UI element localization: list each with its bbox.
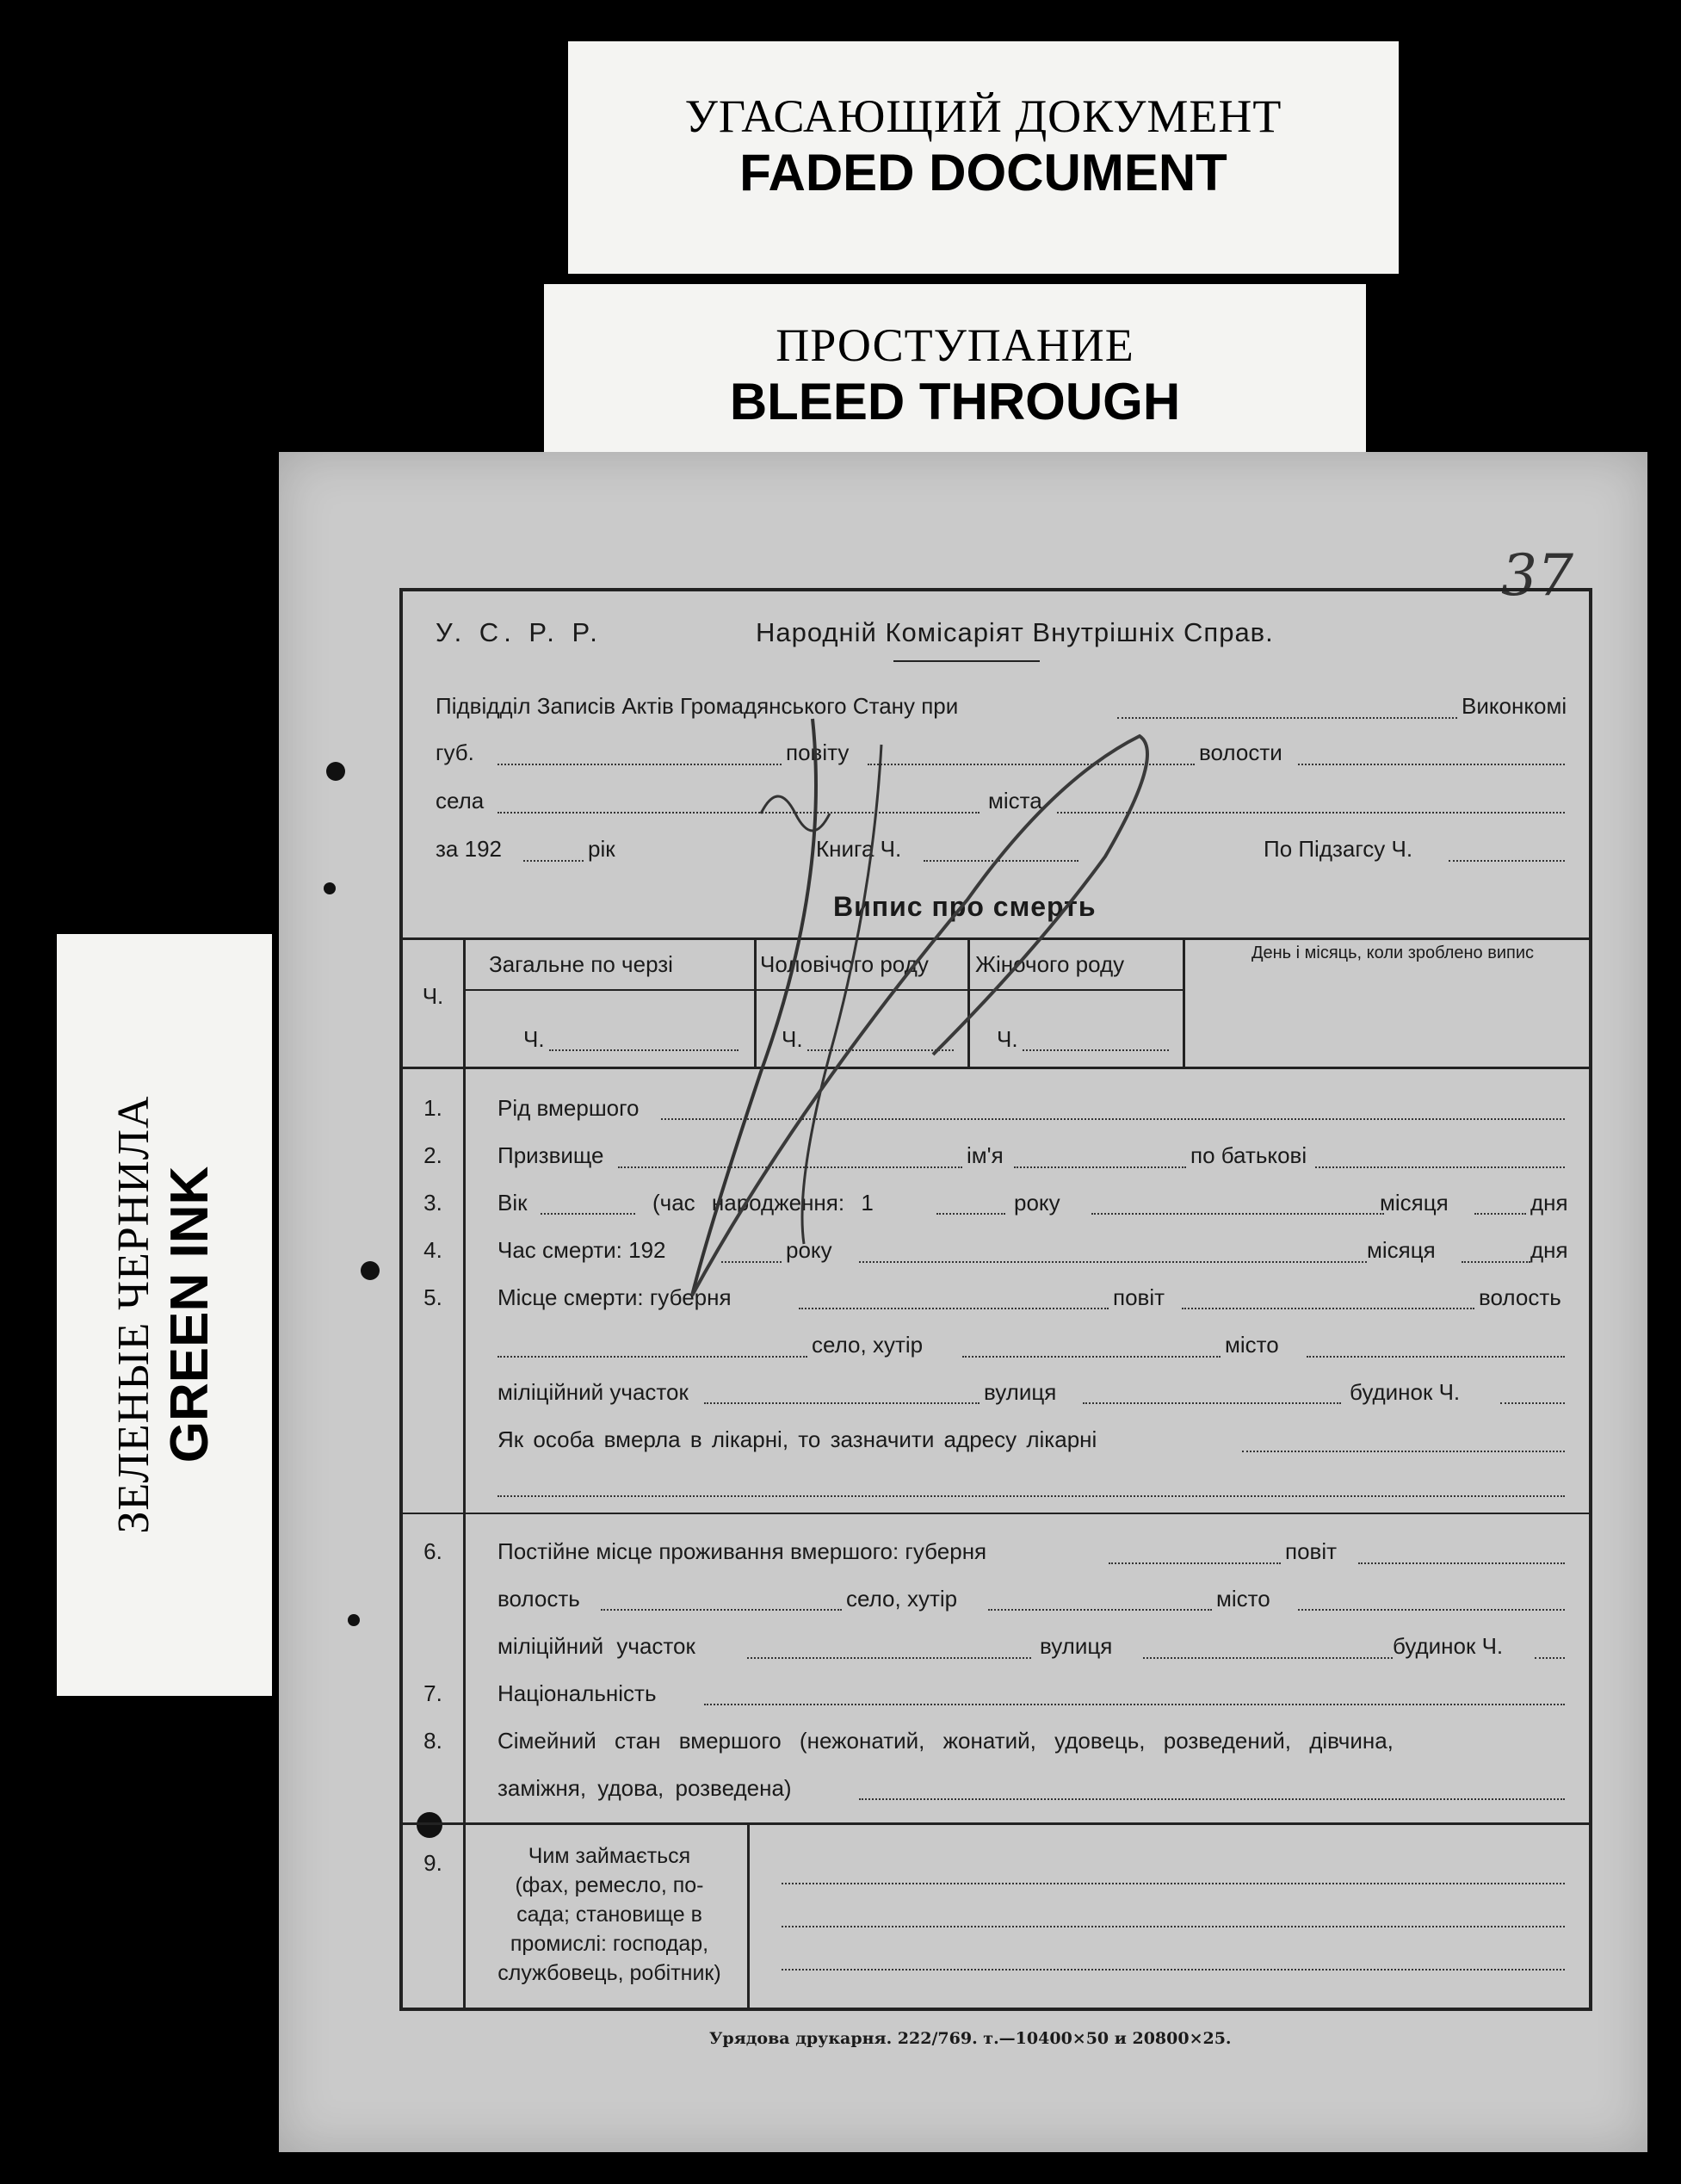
birth-year-label: року [1014,1190,1060,1216]
marital-status-label: Сімейний стан вмершого (нежонатий, жонатий, удовець, розведений, дівчина, [498,1728,1394,1754]
occupation-line-5: службовець, робітник) [498,1961,721,1985]
punch-hole [361,1261,380,1280]
death-volost-label: волость [1479,1284,1561,1310]
occupation-line-1: Чим займається [528,1844,691,1868]
punch-hole [348,1614,360,1626]
col-male-header: Чоловічого роду [760,951,929,977]
residence-village-label: село, хутір [846,1586,958,1612]
occupation-line-3: сада; становище в [516,1902,702,1927]
nationality-label: Національність [498,1680,657,1706]
marital-status-label-2: заміжня, удова, розведена) [498,1775,792,1801]
col-date-header: День і місяць, коли зроблено випис [1251,944,1535,962]
faded-label-ru: УГАСАЮЩИЙ ДОКУМЕНТ [684,90,1282,142]
executive-label: Виконкомі [1462,693,1567,719]
item-5-number: 5. [423,1284,442,1310]
occupation-line-4: промислі: господар, [510,1932,709,1956]
age-label: Вік [498,1190,528,1216]
death-town-label: місто [1225,1332,1279,1358]
birth-month-label: місяця [1380,1190,1449,1216]
residence-volost-label: волость [498,1586,580,1612]
subdept-label: Підвідділ Записів Актів Громадянського Стану при [436,693,959,719]
green-ink-label [57,934,272,1696]
col-female-header: Жіночого роду [975,951,1125,977]
faded-document-label [568,41,1399,274]
printer-imprint: Урядова друкарня. 222/769. т.—10400×50 и 20800×25. [709,2029,1232,2048]
death-village-label: село, хутір [812,1332,924,1358]
item-2-number: 2. [423,1142,442,1168]
occupation-line-2: (фах, ремесло, по- [515,1873,704,1897]
item-7-number: 7. [423,1680,442,1706]
death-year-label: року [786,1237,832,1263]
punch-hole [326,762,345,781]
residence-label: Постійне місце проживання вмершого: губерня [498,1538,987,1564]
death-record-sheet [279,452,1647,2152]
death-time-label: Час смерти: 192 [498,1237,666,1263]
male-number: Ч. [782,1026,803,1052]
faded-label-en: FADED DOCUMENT [739,144,1227,201]
folio-number: 37 [1501,542,1573,609]
item-9-number: 9. [423,1850,442,1876]
form-frame [399,588,1592,2011]
residence-town-label: місто [1216,1586,1270,1612]
header-ussr: У. С. Р. Р. [436,617,603,647]
residence-house-label: будинок Ч. [1393,1633,1504,1659]
female-number: Ч. [997,1026,1018,1052]
death-day-label: дня [1530,1237,1568,1263]
death-povit-label: повіт [1113,1284,1165,1310]
item-1-label: Рід вмершого [498,1095,640,1121]
col-number-header: Ч. [422,983,444,1009]
occupation-label [480,1841,739,1988]
book-label: Книга Ч. [816,836,902,862]
death-militia-label: міліційний участок [498,1379,689,1405]
death-month-label: місяця [1367,1237,1436,1263]
item-6-number: 6. [423,1538,442,1564]
subzags-label: По Підзагсу Ч. [1264,836,1413,862]
green-label-en: GREEN INK [160,1166,219,1463]
year-label: за 192 [436,836,502,862]
death-house-label: будинок Ч. [1350,1379,1461,1405]
bleed-label-en: BLEED THROUGH [729,373,1181,430]
hospital-label: Як особа вмерла в лікарні, то зазначити адресу лікарні [498,1426,1097,1452]
village-label: села [436,788,485,814]
punch-hole [324,882,336,894]
town-label: міста [988,788,1042,814]
col-general-header: Загальне по черзі [489,951,673,977]
name-label: ім'я [967,1142,1004,1168]
year-suffix: рік [588,836,615,862]
residence-militia-label: міліційний участок [498,1633,695,1659]
birth-day-label: дня [1530,1190,1568,1216]
gubernia-label: губ. [436,739,474,765]
form-title: Випис про смерть [833,891,1097,922]
item-1-number: 1. [423,1095,442,1121]
povit-label: повіту [786,739,850,765]
volost-label: волости [1199,739,1282,765]
general-number: Ч. [523,1026,545,1052]
death-place-label: Місце смерти: губерня [498,1284,732,1310]
header-commissariat: Народній Комісаріят Внутрішніх Справ. [756,617,1274,647]
death-street-label: вулиця [984,1379,1057,1405]
bleed-label-ru: ПРОСТУПАНИЕ [776,319,1134,371]
item-4-number: 4. [423,1237,442,1263]
surname-label: Призвище [498,1142,604,1168]
bleed-through-label [544,284,1366,461]
birth-label: (час народження: 1 [652,1190,874,1216]
patronymic-label: по батькові [1190,1142,1307,1168]
green-label-ru: ЗЕЛЕНЫЕ ЧЕРНИЛА [109,1095,158,1534]
item-3-number: 3. [423,1190,442,1216]
residence-povit-label: повіт [1285,1538,1338,1564]
residence-street-label: вулиця [1040,1633,1113,1659]
item-8-number: 8. [423,1728,442,1754]
